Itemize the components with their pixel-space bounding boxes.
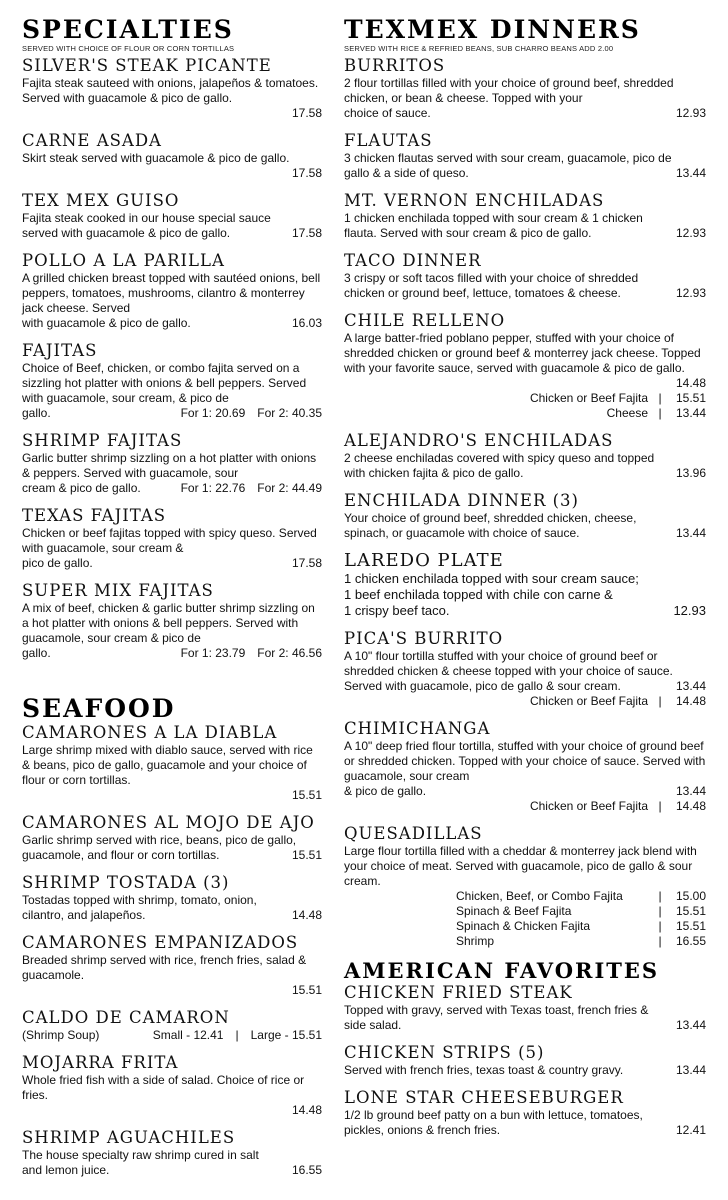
option-price: 14.48 [675, 694, 706, 708]
price-for-one: For 1: 22.76 [180, 481, 246, 495]
item-name: SILVER'S STEAK PICANTE [22, 56, 272, 75]
menu-item [344, 551, 706, 619]
menu-item [22, 813, 322, 863]
item-name: FLAUTAS [344, 131, 433, 150]
menu-item [344, 431, 706, 481]
item-description: chicken or ground beef, lettuce, tomatoes & cheese. [344, 286, 621, 300]
item-description: 3 crispy or soft tacos filled with your choice of shredded [344, 271, 639, 285]
item-description: gallo. [22, 406, 51, 420]
item-description: guacamole, and flour or corn tortillas. [22, 848, 220, 862]
item-description: 1 crispy beef taco. [344, 603, 450, 618]
item-price: 14.48 [675, 376, 706, 390]
item-description: Chicken or beef fajitas topped with spicy queso. Served with guacamole, sour cream & [22, 526, 317, 555]
section-subtitle-texmex: SERVED WITH RICE & REFRIED BEANS, SUB CHARRO BEANS ADD 2.00 [344, 44, 614, 53]
item-description: 2 flour tortillas filled with your choice of ground beef, shredded chicken, or bean & cheese. Topped with your [344, 76, 674, 105]
price-for-two: For 2: 46.56 [257, 646, 322, 660]
menu-item [22, 251, 322, 331]
item-description: 1/2 lb ground beef patty on a bun with lettuce, tomatoes, [344, 1108, 643, 1122]
item-price: 12.41 [675, 1123, 706, 1137]
option-label: Shrimp [456, 934, 495, 948]
item-price: 12.93 [675, 106, 706, 120]
menu-item [344, 1088, 706, 1138]
option-price: 15.51 [675, 391, 706, 405]
option-separator: | [658, 799, 662, 813]
item-name: SHRIMP TOSTADA (3) [22, 873, 230, 892]
item-description: flauta. Served with sour cream & pico de gallo. [344, 226, 592, 240]
item-price: 12.93 [675, 226, 706, 240]
price-options [456, 889, 706, 949]
item-price: 17.58 [291, 556, 322, 570]
item-price: 16.03 [291, 316, 322, 330]
price-options [344, 799, 706, 814]
item-description: A mix of beef, chicken & garlic butter shrimp sizzling on a hot platter with onions & bell peppers. Served with guacamole, sour cream & pico de [22, 601, 315, 645]
item-name: TACO DINNER [344, 251, 482, 270]
item-description: and lemon juice. [22, 1163, 110, 1177]
item-description: & pico de gallo. [344, 784, 427, 798]
item-description: Breaded shrimp served with rice, french fries, salad & guacamole. [22, 953, 307, 982]
option-separator: | [658, 391, 662, 405]
menu-item [344, 251, 706, 301]
item-name: LAREDO PLATE [344, 550, 504, 571]
item-price: 17.58 [291, 106, 322, 120]
item-price: 15.51 [291, 848, 322, 862]
item-price: 17.58 [291, 226, 322, 240]
item-description: Served with french fries, texas toast & country gravy. [344, 1063, 624, 1077]
menu-item [344, 629, 706, 709]
item-description: 1 chicken enchilada topped with sour cream sauce; [344, 571, 639, 586]
item-price: 13.44 [675, 166, 706, 180]
item-description: served with guacamole & pico de gallo. [22, 226, 231, 240]
item-price: 16.55 [291, 1163, 322, 1177]
item-description: cream & pico de gallo. [22, 481, 141, 495]
item-name: CHILE RELLENO [344, 311, 506, 330]
option-separator: | [658, 406, 662, 420]
option-separator: | [658, 694, 662, 708]
item-price: 13.44 [675, 679, 706, 693]
section-title-texmex: TEXMEX DINNERS [344, 15, 641, 44]
option-label: Chicken or Beef Fajita [529, 799, 648, 813]
menu-item [22, 191, 322, 241]
option-separator: | [658, 904, 662, 918]
right-column [344, 16, 706, 1148]
item-name: CALDO DE CAMARON [22, 1008, 230, 1027]
item-description: gallo & a side of queso. [344, 166, 469, 180]
item-description: spinach, or guacamole with choice of sauce. [344, 526, 580, 540]
item-price: 17.58 [291, 166, 322, 180]
item-name: ALEJANDRO'S ENCHILADAS [344, 431, 614, 450]
menu-item [344, 1043, 706, 1078]
item-price: 13.44 [675, 526, 706, 540]
item-description: 1 beef enchilada topped with chile con carne & [344, 587, 613, 602]
item-description: with chicken fajita & pico de gallo. [344, 466, 524, 480]
menu-item [22, 873, 322, 923]
item-description: A 10" deep fried flour tortilla, stuffed with your choice of ground beef or shredded chicken. Topped with your choice of sauce. Served with guacamole, sour cream [344, 739, 706, 783]
item-price: 13.44 [675, 1063, 706, 1077]
item-description: Your choice of ground beef, shredded chicken, cheese, [344, 511, 637, 525]
option-separator: | [658, 934, 662, 948]
option-label: Spinach & Beef Fajita [456, 904, 572, 918]
item-description: (Shrimp Soup) [22, 1028, 100, 1042]
item-name: TEX MEX GUISO [22, 191, 180, 210]
option-label: Chicken, Beef, or Combo Fajita [456, 889, 623, 903]
option-price: 15.51 [675, 904, 706, 918]
item-description: side salad. [344, 1018, 402, 1032]
price-options [344, 391, 706, 421]
item-description: A large batter-fried poblano pepper, stuffed with your choice of shredded chicken or ground beef & monterrey jack cheese. Topped with your favorite sauce, served with guacamole & pico de gallo. [344, 331, 701, 375]
item-name: CAMARONES EMPANIZADOS [22, 933, 299, 952]
menu-item [344, 311, 706, 421]
option-label: Cheese [606, 406, 648, 420]
price-small: Small - 12.41 [152, 1028, 224, 1042]
item-price: 13.44 [675, 1018, 706, 1032]
item-description: Large flour tortilla filled with a cheddar & monterrey jack blend with your choice of meat. Served with guacamole, pico de gallo & sour cream. [344, 844, 697, 888]
menu-item [22, 1053, 322, 1118]
option-price: 14.48 [675, 799, 706, 813]
section-spacer [22, 671, 322, 695]
item-description: Topped with gravy, served with Texas toast, french fries & [344, 1003, 649, 1017]
price-separator: | [235, 1028, 239, 1042]
item-price: 15.51 [291, 983, 322, 997]
item-name: FAJITAS [22, 341, 98, 360]
item-name: LONE STAR CHEESEBURGER [344, 1088, 624, 1107]
item-description: pickles, onions & french fries. [344, 1123, 501, 1137]
item-price: 12.93 [673, 603, 706, 618]
price-for-one: For 1: 20.69 [180, 406, 246, 420]
option-label: Chicken or Beef Fajita [529, 391, 648, 405]
price-large: Large - 15.51 [250, 1028, 322, 1042]
option-price: 13.44 [675, 406, 706, 420]
item-name: QUESADILLAS [344, 824, 483, 843]
menu-item [344, 191, 706, 241]
section-title-specialties: SPECIALTIES [22, 15, 234, 44]
price-for-two: For 2: 40.35 [257, 406, 322, 420]
item-description: Served with guacamole, pico de gallo & sour cream. [344, 679, 621, 693]
item-description: The house specialty raw shrimp cured in salt [22, 1148, 259, 1162]
menu-item [22, 506, 322, 571]
item-description: Garlic butter shrimp sizzling on a hot platter with onions & peppers. Served with guacamole, sour [22, 451, 317, 480]
option-label: Chicken or Beef Fajita [529, 694, 648, 708]
section-subtitle-specialties: SERVED WITH CHOICE OF FLOUR OR CORN TORTILLAS [22, 44, 235, 53]
item-name: CARNE ASADA [22, 131, 162, 150]
item-description: choice of sauce. [344, 106, 431, 120]
menu-item [22, 431, 322, 496]
item-price: 12.93 [675, 286, 706, 300]
item-name: MT. VERNON ENCHILADAS [344, 191, 605, 210]
item-description: Garlic shrimp served with rice, beans, pico de gallo, [22, 833, 297, 847]
item-description: A 10" flour tortilla stuffed with your choice of ground beef or shredded chicken & cheese topped with your choice of sauce. [344, 649, 673, 678]
menu-item [344, 56, 706, 121]
item-description: A grilled chicken breast topped with sautéed onions, bell peppers, tomatoes, mushrooms, cilantro & monterrey jack cheese. Served [22, 271, 321, 315]
left-column [22, 16, 322, 1188]
item-name: SUPER MIX FAJITAS [22, 581, 214, 600]
menu-item [22, 1008, 322, 1043]
menu-item [22, 1128, 322, 1178]
option-separator: | [658, 889, 662, 903]
item-description: Whole fried fish with a side of salad. Choice of rice or fries. [22, 1073, 305, 1102]
menu-item [344, 719, 706, 814]
item-description: Large shrimp mixed with diablo sauce, served with rice & beans, pico de gallo, guacamole and your choice of flour or corn tortillas. [22, 743, 313, 787]
item-name: CAMARONES A LA DIABLA [22, 723, 278, 742]
item-name: CHICKEN FRIED STEAK [344, 983, 573, 1002]
item-description: 2 cheese enchiladas covered with spicy queso and topped [344, 451, 655, 465]
menu-item [344, 131, 706, 181]
option-separator: | [658, 919, 662, 933]
item-price: 15.51 [291, 788, 322, 802]
price-for-one: For 1: 23.79 [180, 646, 246, 660]
item-description: 3 chicken flautas served with sour cream, guacamole, pico de [344, 151, 672, 165]
item-description: 1 chicken enchilada topped with sour cream & 1 chicken [344, 211, 643, 225]
item-name: POLLO A LA PARILLA [22, 251, 225, 270]
option-price: 16.55 [675, 934, 706, 948]
item-description: Fajita steak sauteed with onions, jalapeños & tomatoes. Served with guacamole & pico de gallo. [22, 76, 319, 105]
item-description: with guacamole & pico de gallo. [22, 316, 191, 330]
menu-item [22, 933, 322, 998]
item-name: PICA'S BURRITO [344, 629, 504, 648]
item-name: TEXAS FAJITAS [22, 506, 167, 525]
item-name: BURRITOS [344, 56, 446, 75]
menu-item [22, 131, 322, 181]
menu-item [22, 56, 322, 121]
item-description: Skirt steak served with guacamole & pico de gallo. [22, 151, 290, 165]
item-name: ENCHILADA DINNER (3) [344, 491, 579, 510]
item-description: Choice of Beef, chicken, or combo fajita served on a sizzling hot platter with onions & bell peppers. Served with guacamole, sour cream, & pico de [22, 361, 307, 405]
item-description: pico de gallo. [22, 556, 93, 570]
item-description: gallo. [22, 646, 51, 660]
item-price: 14.48 [291, 1103, 322, 1117]
menu-item [344, 824, 706, 949]
item-name: CHIMICHANGA [344, 719, 491, 738]
section-title-seafood: SEAFOOD [22, 694, 176, 723]
item-description: Fajita steak cooked in our house special sauce [22, 211, 271, 225]
item-description: cilantro, and jalapeños. [22, 908, 146, 922]
item-price: 14.48 [291, 908, 322, 922]
menu-item [344, 983, 706, 1033]
section-title-american: AMERICAN FAVORITES [344, 958, 660, 983]
menu-item [22, 581, 322, 661]
menu-item [344, 491, 706, 541]
item-name: CHICKEN STRIPS (5) [344, 1043, 545, 1062]
item-name: SHRIMP FAJITAS [22, 431, 183, 450]
price-options [344, 694, 706, 709]
item-price: 13.44 [675, 784, 706, 798]
option-price: 15.51 [675, 919, 706, 933]
option-price: 15.00 [675, 889, 706, 903]
item-price: 13.96 [675, 466, 706, 480]
item-description: Tostadas topped with shrimp, tomato, onion, [22, 893, 257, 907]
item-name: SHRIMP AGUACHILES [22, 1128, 236, 1147]
option-label: Spinach & Chicken Fajita [456, 919, 591, 933]
item-name: CAMARONES AL MOJO DE AJO [22, 813, 315, 832]
item-name: MOJARRA FRITA [22, 1053, 179, 1072]
menu-item [22, 723, 322, 803]
price-for-two: For 2: 44.49 [257, 481, 322, 495]
menu-item [22, 341, 322, 421]
